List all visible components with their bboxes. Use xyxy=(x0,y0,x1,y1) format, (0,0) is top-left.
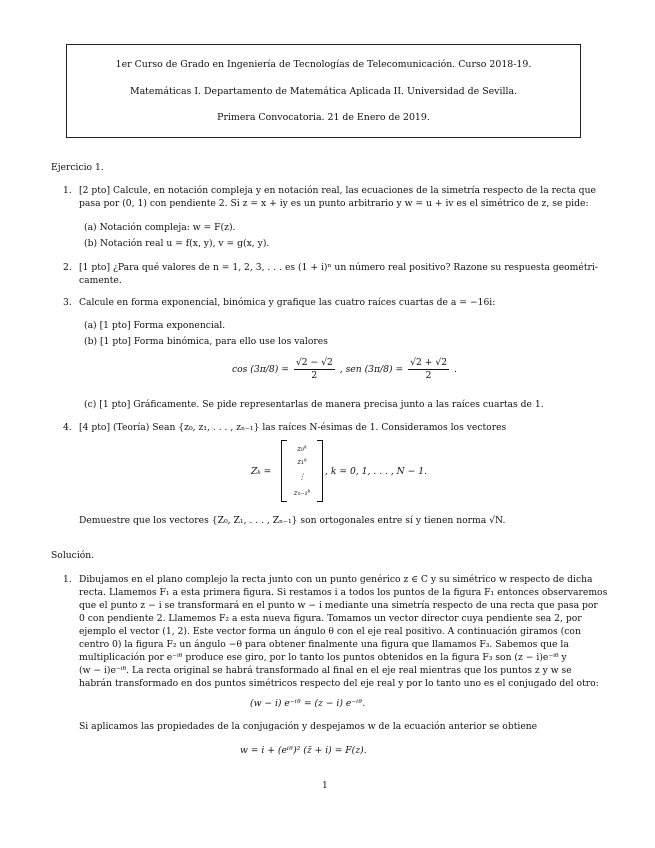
cos-numerator: √2 − √2 xyxy=(295,357,333,368)
s1-equation-2: w = i + (eⁱᶿ)² (z̄ + i) = F(z). xyxy=(240,745,367,756)
q3-line-1: Calcule en forma exponencial, binómica y grafique las cuatro raíces cuartas de a = −16i: xyxy=(79,297,496,308)
q3-item-b: (b) [1 pto] Forma binómica, para ello use los valores xyxy=(84,336,328,347)
q1-number: 1. xyxy=(63,185,72,196)
matrix-cell-dots: ⋮ xyxy=(298,472,306,481)
q3-eq-end: . xyxy=(453,364,457,375)
solution-title: Solución. xyxy=(51,550,95,561)
q1-line-2: pasa por (0, 1) con pendiente 2. Si z = x + iy es un punto arbitrario y w = u + iv es el simétrico de z, se pide: xyxy=(79,198,589,209)
s1-equation-1: (w − i) e⁻ⁱᶿ = (z − i) e⁻ⁱᶿ. xyxy=(250,698,366,709)
s1-line-8: (w − i)e⁻ⁱᶿ. La recta original se habrá transformado al final en el eje real mientras que los puntos z y w se xyxy=(79,665,572,676)
s1-line-7: multiplicación por e⁻ⁱᶿ produce ese giro, por lo tanto los puntos obtenidos en la figura F₃ son (z − i)e⁻ⁱᶿ y xyxy=(79,652,567,663)
s1-line-10: Si aplicamos las propiedades de la conjugación y despejamos w de la ecuación anterior se obtiene xyxy=(79,721,538,732)
q4-number: 4. xyxy=(63,422,72,433)
sen-denominator: 2 xyxy=(425,370,432,381)
header-box xyxy=(66,44,581,138)
q4-line-2: Demuestre que los vectores {Z₀, Z₁, . . . , Zₙ₋₁} son ortogonales entre sí y tienen norma √N. xyxy=(79,515,506,526)
q1-item-b: (b) Notación real u = f(x, y), v = g(x, y). xyxy=(84,238,270,249)
q1-item-a: (a) Notación compleja: w = F(z). xyxy=(84,222,236,233)
page-number: 1 xyxy=(322,780,328,791)
header-line-2: Matemáticas I. Departamento de Matemática Aplicada II. Universidad de Sevilla. xyxy=(129,86,518,97)
sen-fraction xyxy=(408,357,449,382)
cos-fraction xyxy=(294,357,335,382)
s1-line-6: centro 0) la figura F₂ un ángulo −θ para obtener finalmente una figura que llamamos F₃. Sabemos que la xyxy=(79,639,569,650)
cos-denominator: 2 xyxy=(311,370,318,381)
q3-item-c: (c) [1 pto] Gráficamente. Se pide representarlas de manera precisa junto a las raíces cuartas de 1. xyxy=(84,399,544,410)
s1-line-3: que el punto z − i se transformará en el punto w − i mediante una simetría respecto de una recta que pasa por xyxy=(79,600,598,611)
q2-number: 2. xyxy=(63,262,72,273)
q3-item-a: (a) [1 pto] Forma exponencial. xyxy=(84,320,226,331)
sen-label: , sen (3π/8) = xyxy=(339,364,404,375)
header-line-3: Primera Convocatoria. 21 de Enero de 2019. xyxy=(217,112,430,123)
s1-line-2: recta. Llamemos F₁ a esta primera figura. Si restamos i a todos los puntos de la figura F₁ entonces observaremos xyxy=(79,587,608,598)
s1-line-1: Dibujamos en el plano complejo la recta junto con un punto genérico z ∈ C y su simétrico w respecto de dicha xyxy=(79,574,593,585)
q1-line-1: [2 pto] Calcule, en notación compleja y en notación real, las ecuaciones de la simetría respecto de la recta que xyxy=(79,185,596,196)
matrix-cell-last: zₙ₋₁ᵏ xyxy=(293,488,311,497)
exercise-title: Ejercicio 1. xyxy=(51,162,104,173)
q3-number: 3. xyxy=(63,297,72,308)
s1-line-4: 0 con pendiente 2. Llamemos F₂ a esta nueva figura. Tomamos un vector director cuya pendiente sea 2, por xyxy=(79,613,582,624)
s1-line-5: ejemplo el vector (1, 2). Este vector forma un ángulo θ con el eje real positivo. A continuación giramos (con xyxy=(79,626,581,637)
q2-line-2: camente. xyxy=(79,275,122,286)
q4-eq-rhs: , k = 0, 1, . . . , N − 1. xyxy=(325,466,428,477)
cos-label: cos (3π/8) = xyxy=(232,364,289,375)
sen-numerator: √2 + √2 xyxy=(410,357,448,368)
q3-equation xyxy=(232,354,457,386)
q4-matrix xyxy=(281,440,323,502)
q4-eq-lhs: Zₖ = xyxy=(251,466,272,477)
s1-number: 1. xyxy=(63,574,72,585)
matrix-cell-0: z₀ᵏ xyxy=(297,444,307,453)
s1-line-9: habrán transformado en dos puntos simétricos respecto del eje real y por lo tanto uno es el conjugado del otro: xyxy=(79,678,599,689)
matrix-cell-1: z₁ᵏ xyxy=(297,457,307,466)
q2-line-1: [1 pto] ¿Para qué valores de n = 1, 2, 3, . . . es (1 + i)ⁿ un número real positivo? Razone su respuesta geométri- xyxy=(79,262,598,273)
header-line-1: 1er Curso de Grado en Ingeniería de Tecnologías de Telecomunicación. Curso 2018-19. xyxy=(115,59,532,70)
q4-line-1: [4 pto] (Teoría) Sean {z₀, z₁, . . . , zₙ₋₁} las raíces N-ésimas de 1. Consideramos los vectores xyxy=(79,422,507,433)
